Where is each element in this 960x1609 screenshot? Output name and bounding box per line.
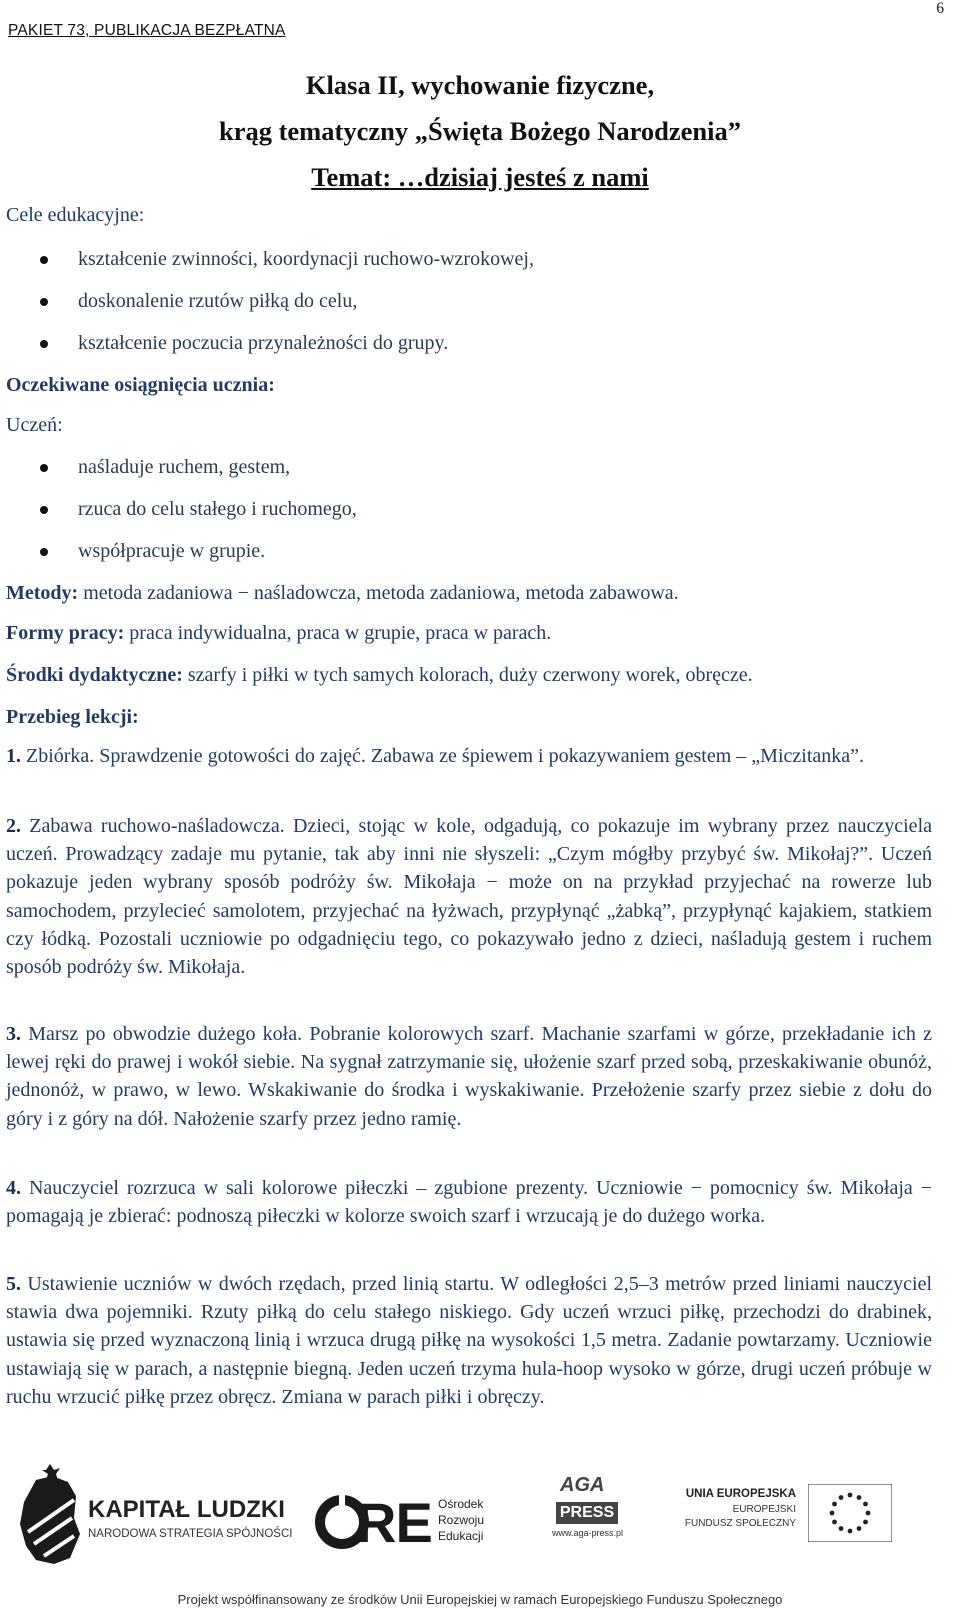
bullet-icon [40,256,48,264]
forms-line: Formy pracy: praca indywidualna, praca w grupie, praca w parach. [6,622,552,644]
publication-header: PAKIET 73, PUBLIKACJA BEZPŁATNA [8,22,286,39]
ore-text: RE [356,1491,432,1554]
ore-logo [312,1478,496,1558]
lesson-step-5: 5. Ustawienie uczniów w dwóch rzędach, przed linią startu. W odległości 2,5–3 metrów przed liniami nauczyciel stawia dwa pojemniki. Rzuty piłką do celu stałego niskiego. Gdy uczeń wrzuci piłkę, przechodzi do drabinek, ustawia się przed wyznaczoną linią i wrzuca drugą piłkę na wysokości 1,5 metra. Zadanie powtarzamy. Uczniowie ustawiają się w parach, a następnie biegną. Jeden uczeń trzyma hula-hoop wysoko w górze, drugi uczeń próbuje w ruchu wrzucić piłkę przez obręcz. Zmiana w parach piłki i obręczy. [6,1273,932,1408]
methods-line: Metody: metoda zadaniowa − naśladowcza, metoda zadaniowa, metoda zabawowa. [6,582,679,604]
page-number: 6 [936,0,944,17]
bullet-icon [40,340,48,348]
lesson-topic-title: Temat: …dzisiaj jesteś z nami [311,162,649,192]
ore-name: Ośrodek Rozwoju Edukacji [438,1497,485,1543]
bullet-icon [40,506,48,514]
cofinancing-footer: Projekt współfinansowany ze środków Unii Europejskiej w ramach Europejskiego Funduszu Społecznego [177,1592,783,1607]
eu-logo: UNIA EUROPEJSKA EUROPEJSKI FUNDUSZ SPOŁECZNY [672,1484,932,1554]
lesson-step-1: 1. Zbiórka. Sprawdzenie gotowości do zajęć. Zabawa ze śpiewem i pokazywaniem gestem – „Miczitanka”. [6,745,865,767]
resources-line: Środki dydaktyczne: szarfy i piłki w tych samych kolorach, duży czerwony worek, obręcze. [6,664,753,686]
lesson-step-2: 2. Zabawa ruchowo-naśladowcza. Dzieci, stojąc w kole, odgadują, co pokazuje im wybrany przez nauczyciela uczeń. Prowadzący zadaje mu pytanie, tak aby inni nie słyszeli: „Czym mógłby przybyć św. Mikołaj?”. Uczeń pokazuje jeden wybrany sposób podróży św. Mikołaja − może on na przykład przyjechać na rowerze lub samochodem, przylecieć samolotem, przyjechać na łyżwach, przypłynąć „żabką”, przypłynąć kajakiem, statkiem czy łódką. Pozostali uczniowie po odgadnięciu tego, co pokazywało jedno z dzieci, naśladują gestem i ruchem sposób podróży św. Mikołaja. [6,815,932,979]
lesson-step-4: 4. Nauczyciel rozrzuca w sali kolorowe piłeczki – zgubione prezenty. Uczniowie − pomocnicy św. Mikołaja − pomagają je zbierać: podnoszą piłeczki w kolorze swoich szarf i wrzucają je do dużego worka. [6,1177,932,1228]
goals-heading: Cele edukacyjne: [6,204,145,226]
student-label: Uczeń: [6,414,63,436]
bullet-icon [40,464,48,472]
poland-map-icon [14,1462,84,1572]
bullet-icon [40,548,48,556]
aga-press-logo: AGA PRESS www.aga-press.pl [552,1474,624,1538]
kapital-ludzki-logo: KAPITAŁ LUDZKI NARODOWA STRATEGIA SPÓJNOŚCI [14,1462,314,1572]
lesson-theme-title: krąg tematyczny „Święta Bożego Narodzenia” [218,116,742,146]
lesson-step-3: 3. Marsz po obwodzie dużego koła. Pobranie kolorowych szarf. Machanie szarfami w górze, przekładanie ich z lewej ręki do prawej i wokół siebie. Na sygnał zatrzymanie się, ułożenie szarf przed sobą, przeskakiwanie obunóż, jednonóż, w prawo, w lewo. Wskakiwanie do środka i wyskakiwanie. Przełożenie szarfy przez siebie z dołu do góry i z góry na dół. Nałożenie szarfy przez jedno ramię. [6,1023,932,1130]
eu-flag-icon [808,1484,892,1542]
outcomes-heading: Oczekiwane osiągnięcia ucznia: [6,374,275,396]
lesson-heading: Przebieg lekcji: [6,706,139,728]
lesson-class-title: Klasa II, wychowanie fizyczne, [305,70,655,100]
bullet-icon [40,298,48,306]
